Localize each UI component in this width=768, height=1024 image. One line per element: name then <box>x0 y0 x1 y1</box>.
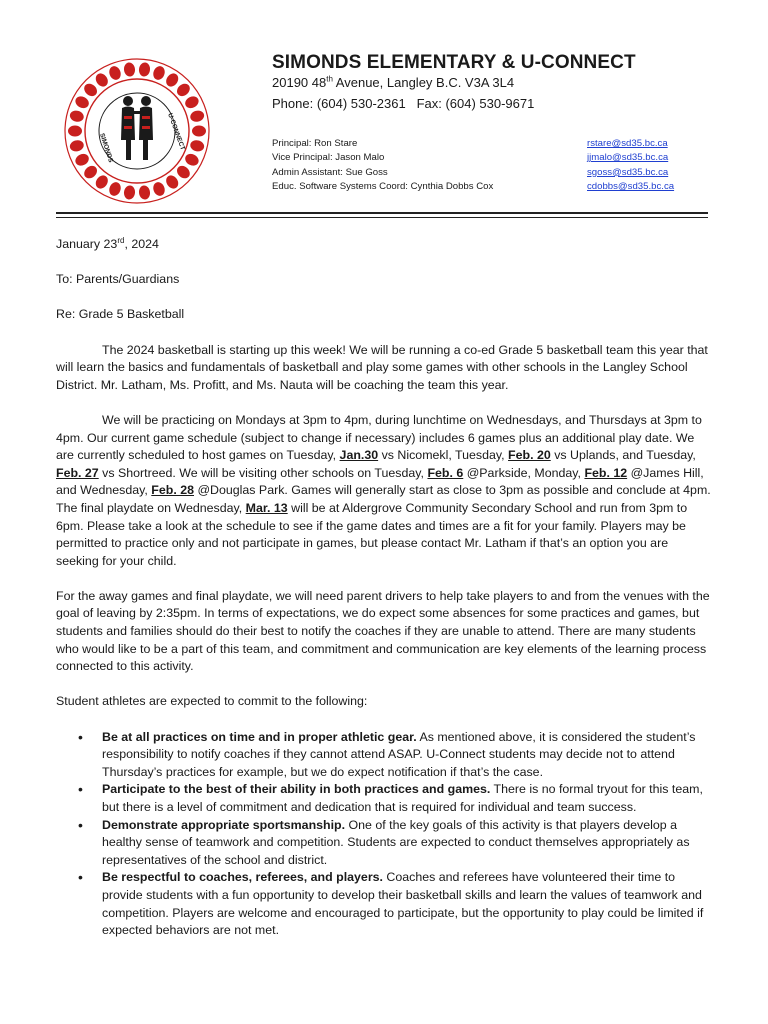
list-item-text: As mentioned above, it is considered the student’s responsibility to notify coaches if they cannot attend ASAP. U-Connect students may decide not to attend Thursday’s practices for example, but we do expect notification if that’s the case. <box>102 729 696 779</box>
address-suffix: th <box>326 74 333 84</box>
game-date: Feb. 20 <box>508 448 551 463</box>
staff-list <box>272 137 493 195</box>
list-item <box>56 817 712 870</box>
hand-icon <box>123 185 136 200</box>
hand-icon <box>183 94 201 110</box>
school-address <box>272 75 514 90</box>
logo-text-right: U-CONNECT <box>166 112 187 152</box>
hand-icon <box>183 152 201 168</box>
staff-role: Vice Principal: Jason Malo <box>272 152 385 164</box>
hand-icon <box>93 71 110 89</box>
header-divider <box>56 212 708 214</box>
list-item-text: Coaches and referees have volunteered their time to provide students with a fun opportunity to develop their basketball skills and learn the values of teamwork and competition. Players are welcome and encouraged to participate, but the opportunity to play could be limited if expected behaviors are not met. <box>102 870 704 938</box>
hand-icon <box>123 62 136 77</box>
letter-body <box>56 236 712 940</box>
staff-role: Principal: Ron Stare <box>272 138 358 149</box>
schedule-text: vs Uplands, and Tuesday, <box>550 448 696 463</box>
letter-recipient: To: Parents/Guardians <box>56 272 180 287</box>
list-item <box>56 781 712 816</box>
hand-icon <box>73 152 91 168</box>
list-item <box>56 869 712 939</box>
bullet-icon: • <box>78 728 83 745</box>
schedule-text: vs Nicomekl, Tuesday, <box>378 448 509 463</box>
hand-icon <box>107 181 122 198</box>
logo-text-left: SIMONDS <box>98 132 115 164</box>
hand-icon <box>82 81 100 99</box>
hand-icon <box>164 71 181 89</box>
hand-icon <box>151 65 166 82</box>
game-date: Mar. 13 <box>245 500 288 515</box>
game-date: Jan.30 <box>339 448 379 463</box>
staff-role: Educ. Software Systems Coord: Cynthia Dobbs Cox <box>272 181 494 193</box>
list-item-heading: Demonstrate appropriate sportsmanship. <box>102 817 346 832</box>
hand-icon <box>151 181 166 198</box>
school-name: SIMONDS ELEMENTARY & U-CONNECT <box>272 52 636 73</box>
list-item-heading: Be at all practices on time and in proper athletic gear. <box>102 729 417 744</box>
schedule-text: will be at Aldergrove Community Secondary School and run from 3pm to 6pm. Please take a look at the schedule to see if the game dates and times are a fit for your family. Players may be permitted to practice only and not participate in games, but please contact Mr. Latham if that’s an option you are seeking for your child. <box>56 500 688 568</box>
paragraph-commitment-intro: Student athletes are expected to commit to the following: <box>56 694 368 709</box>
list-item <box>56 729 712 782</box>
game-date: Feb. 28 <box>151 483 194 498</box>
hand-icon <box>82 163 100 181</box>
list-item-heading: Participate to the best of their ability in both practices and games. <box>102 782 491 797</box>
hand-icon <box>107 65 122 82</box>
staff-emails <box>587 137 674 195</box>
email-link[interactable]: jjmalo@sd35.bc.ca <box>587 152 669 164</box>
game-date: Feb. 12 <box>584 465 628 480</box>
schedule-text: vs Shortreed. We will be visiting other schools on Tuesday, <box>98 465 428 480</box>
hand-icon <box>68 126 82 137</box>
fax-number: Fax: (604) 530-9671 <box>416 96 535 111</box>
list-item-text: One of the key goals of this activity is that players develop a healthy sense of teamwork and competition. Students are expected to conduct themselves appropriately as representatives of the school and district. <box>102 817 690 867</box>
bullet-icon: • <box>78 781 83 798</box>
hand-icon <box>138 185 151 200</box>
commitment-list <box>56 729 712 940</box>
school-logo <box>62 56 212 206</box>
letter-date <box>56 236 712 254</box>
header-divider-thin <box>56 217 708 218</box>
hand-icon <box>164 173 181 191</box>
date-suffix: rd <box>117 235 125 245</box>
hand-icon <box>69 109 85 123</box>
schedule-text: @James Hill, and Wednesday, <box>56 465 704 498</box>
letter-subject: Re: Grade 5 Basketball <box>56 307 185 322</box>
address-number: 20190 48 <box>272 75 327 90</box>
list-item-text: There is no formal tryout for this team, but there is a level of commitment and dedication that is required for individual and team success. <box>102 782 703 814</box>
date-text: January 23 <box>56 237 118 251</box>
hand-icon <box>189 109 205 123</box>
date-year: , 2024 <box>124 237 159 251</box>
phone-number: Phone: (604) 530-2361 <box>272 96 406 111</box>
hand-icon <box>175 81 193 99</box>
game-date: Feb. 6 <box>427 465 464 480</box>
game-date: Feb. 27 <box>56 465 99 480</box>
hand-icon <box>93 173 110 191</box>
schedule-text: @Parkside, Monday, <box>463 465 585 480</box>
contact-line <box>272 96 534 111</box>
paragraph-intro: The 2024 basketball is starting up this week! We will be running a co-ed Grade 5 basketball team this year that will learn the basics and fundamentals of basketball and play some games with other schools in the Langley School District. Mr. Latham, Ms. Profitt, and Ms. Nauta will be coaching the team this year. <box>56 342 708 392</box>
hand-icon <box>175 163 193 181</box>
schedule-text: @Douglas Park. Games will generally start as close to 3pm as possible and conclude at 4pm. The final playdate on Wednesday, <box>56 483 711 515</box>
list-item-heading: Be respectful to coaches, referees, and players. <box>102 870 383 885</box>
schedule-text: We will be practicing on Mondays at 3pm to 4pm, during lunchtime on Wednesdays, and Thursdays at 3pm to 4pm. Our current game schedule (subject to change if necessary) includes 6 games plus an additional play date. We are currently scheduled to host games on Tuesday, <box>56 412 702 463</box>
staff-role: Admin Assistant: Sue Goss <box>272 166 388 178</box>
address-street: Avenue, Langley B.C. V3A 3L4 <box>332 75 515 90</box>
hand-icon <box>73 94 91 110</box>
paragraph-schedule <box>56 412 712 570</box>
hand-icon <box>69 139 85 153</box>
email-link[interactable]: rstare@sd35.bc.ca <box>587 138 668 149</box>
logo-emblem <box>62 56 212 206</box>
bullet-icon: • <box>78 816 83 833</box>
paragraph-expectations: For the away games and final playdate, we will need parent drivers to help take players to and from the venues with the goal of leaving by 2:35pm. In terms of expectations, we do expect some absences for some practices and games, but students and families should do their best to notify the coaches if they are unable to attend. There are many students who would like to be a part of this team, and commitment and communication are key elements of the learning process connected to this activity. <box>56 588 710 674</box>
hand-icon <box>189 139 205 153</box>
hand-icon <box>192 126 206 137</box>
email-link[interactable]: cdobbs@sd35.bc.ca <box>587 181 675 193</box>
hand-icon <box>138 62 151 77</box>
email-link[interactable]: sgoss@sd35.bc.ca <box>587 166 669 178</box>
bullet-icon: • <box>78 869 83 886</box>
